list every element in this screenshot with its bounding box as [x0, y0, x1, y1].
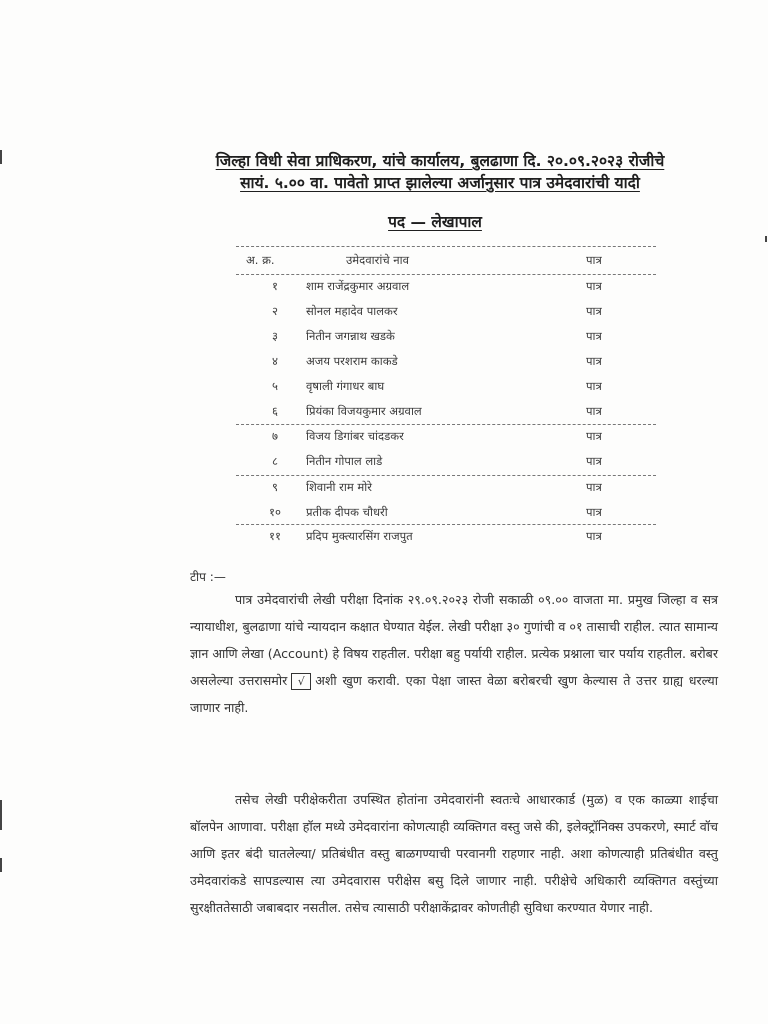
- row-serial-no: ३: [272, 329, 278, 343]
- row-serial-no: ८: [272, 454, 278, 468]
- row-serial-no: २: [272, 304, 278, 318]
- table-row: [236, 376, 656, 396]
- paragraph-1-text-cont: अशी खुण करावी. एका पेक्षा जास्त वेळा बरोबरची खुण केल्यास ते उत्तर ग्राह्य धरल्या जाणार नाही.: [190, 673, 718, 715]
- table-row: [236, 351, 656, 371]
- table-row: [236, 276, 656, 296]
- table-row: [236, 326, 656, 346]
- table-row: [236, 426, 656, 446]
- scan-mark: [0, 858, 2, 872]
- checkmark-box: √: [291, 673, 311, 690]
- note-label: टीप :—: [190, 570, 226, 584]
- scan-mark: [0, 800, 2, 830]
- row-status: पात्र: [586, 480, 602, 494]
- header-status: पात्र: [586, 253, 602, 267]
- paragraph-1-text: पात्र उमेदवारांची लेखी परीक्षा दिनांक २९.०९.२०२३ रोजी सकाळी ०९.०० वाजता मा. प्रमुख जिल्हा व सत्र न्यायाधीश, बुलढाणा यांचे न्यायदान कक्षात घेण्यात येईल. लेखी परीक्षा ३० गुणांची व ०१ तासाची राहील. त्यात सामान्य ज्ञान आणि लेखा (Account) हे विषय राहतील. परीक्षा बहु पर्यायी राहील. प्रत्येक प्रश्नाला चार पर्याय राहतील. बरोबर असलेल्या उत्तरासमोर: [190, 592, 718, 688]
- row-status: पात्र: [586, 454, 602, 468]
- row-status: पात्र: [586, 529, 602, 543]
- header-candidate-name: उमेदवारांचे नाव: [346, 253, 410, 267]
- row-candidate-name: नितीन गोपाल लाडे: [306, 454, 383, 468]
- row-serial-no: १०: [269, 505, 281, 519]
- table-row: [236, 477, 656, 497]
- row-status: पात्र: [586, 304, 602, 318]
- paragraph-exam-rules: तसेच लेखी परीक्षेकरीता उपस्थित होतांना उमेदवारांनी स्वतःचे आधारकार्ड (मुळ) व एक काळ्या शाईचा बॉलपेन आणावा. परीक्षा हॉल मध्ये उमेदवारांना कोणत्याही व्यक्तिगत वस्तु जसे की, इलेक्ट्रॉनिक्स उपकरणे, स्मार्ट वॉच आणि इतर बंदी घातलेल्या/ प्रतिबंधीत वस्तु बाळगण्याची परवानगी राहणार नाही. अशा कोणत्याही प्रतिबंधीत वस्तु उमेदवारांकडे सापडल्यास त्या उमेदवारास परीक्षेस बसु दिले जाणार नाही. परीक्षेचे अधिकारी व्यक्तिगत वस्तुंच्या सुरक्षीततेसाठी जबाबदार नसतील. तसेच त्यासाठी परीक्षाकेंद्रावर कोणतीही सुविधा करण्यात येणार नाही.: [190, 792, 718, 915]
- row-status: पात्र: [586, 279, 602, 293]
- row-serial-no: ६: [272, 404, 278, 418]
- table-header-row: [236, 250, 656, 270]
- table-row: [236, 451, 656, 471]
- scan-mark: [765, 236, 767, 242]
- document-heading: [150, 150, 730, 194]
- row-candidate-name: प्रदिप मुक्त्यारसिंग राजपुत: [306, 529, 413, 543]
- table-rule: [236, 424, 656, 425]
- row-candidate-name: प्रतीक दीपक चौधरी: [306, 505, 388, 519]
- row-status: पात्र: [586, 429, 602, 443]
- row-candidate-name: शिवानी राम मोरे: [306, 480, 372, 494]
- table-row: [236, 401, 656, 421]
- row-serial-no: ९: [272, 480, 278, 494]
- row-candidate-name: शाम राजेंद्रकुमार अग्रवाल: [306, 279, 410, 293]
- row-status: पात्र: [586, 404, 602, 418]
- table-rule: [236, 246, 656, 247]
- heading-line-2: सायं. ५.०० वा. पावेतो प्राप्त झालेल्या अर्जानुसार पात्र उमेदवारांची यादी: [240, 174, 640, 192]
- row-serial-no: १: [272, 279, 278, 293]
- table-row: [236, 526, 656, 546]
- row-status: पात्र: [586, 329, 602, 343]
- header-serial-no: अ. क्र.: [246, 253, 275, 267]
- row-serial-no: ११: [269, 529, 281, 543]
- row-candidate-name: प्रियंका विजयकुमार अग्रवाल: [306, 404, 422, 418]
- row-serial-no: ५: [272, 379, 278, 393]
- heading-line-1: जिल्हा विधी सेवा प्राधिकरण, यांचे कार्यालय, बुलढाणा दि. २०.०९.२०२३ रोजीचे: [215, 152, 665, 170]
- row-status: पात्र: [586, 379, 602, 393]
- row-candidate-name: विजय डिगांबर चांदडकर: [306, 429, 404, 443]
- table-row: [236, 301, 656, 321]
- row-candidate-name: सोनल महादेव पालकर: [306, 304, 398, 318]
- table-rule: [236, 475, 656, 476]
- table-rule: [236, 274, 656, 275]
- row-status: पात्र: [586, 354, 602, 368]
- row-serial-no: ४: [272, 354, 278, 368]
- table-row: [236, 502, 656, 522]
- row-candidate-name: अजय परशराम काकडे: [306, 354, 398, 368]
- table-rule: [236, 524, 656, 525]
- row-candidate-name: वृषाली गंगाधर बाघ: [306, 379, 385, 393]
- row-candidate-name: नितीन जगन्नाथ खडके: [306, 329, 395, 343]
- row-serial-no: ७: [272, 429, 278, 443]
- paragraph-exam-details: [190, 586, 718, 721]
- row-status: पात्र: [586, 505, 602, 519]
- post-title: पद — लेखापाल: [388, 213, 482, 231]
- scan-mark: [0, 150, 2, 164]
